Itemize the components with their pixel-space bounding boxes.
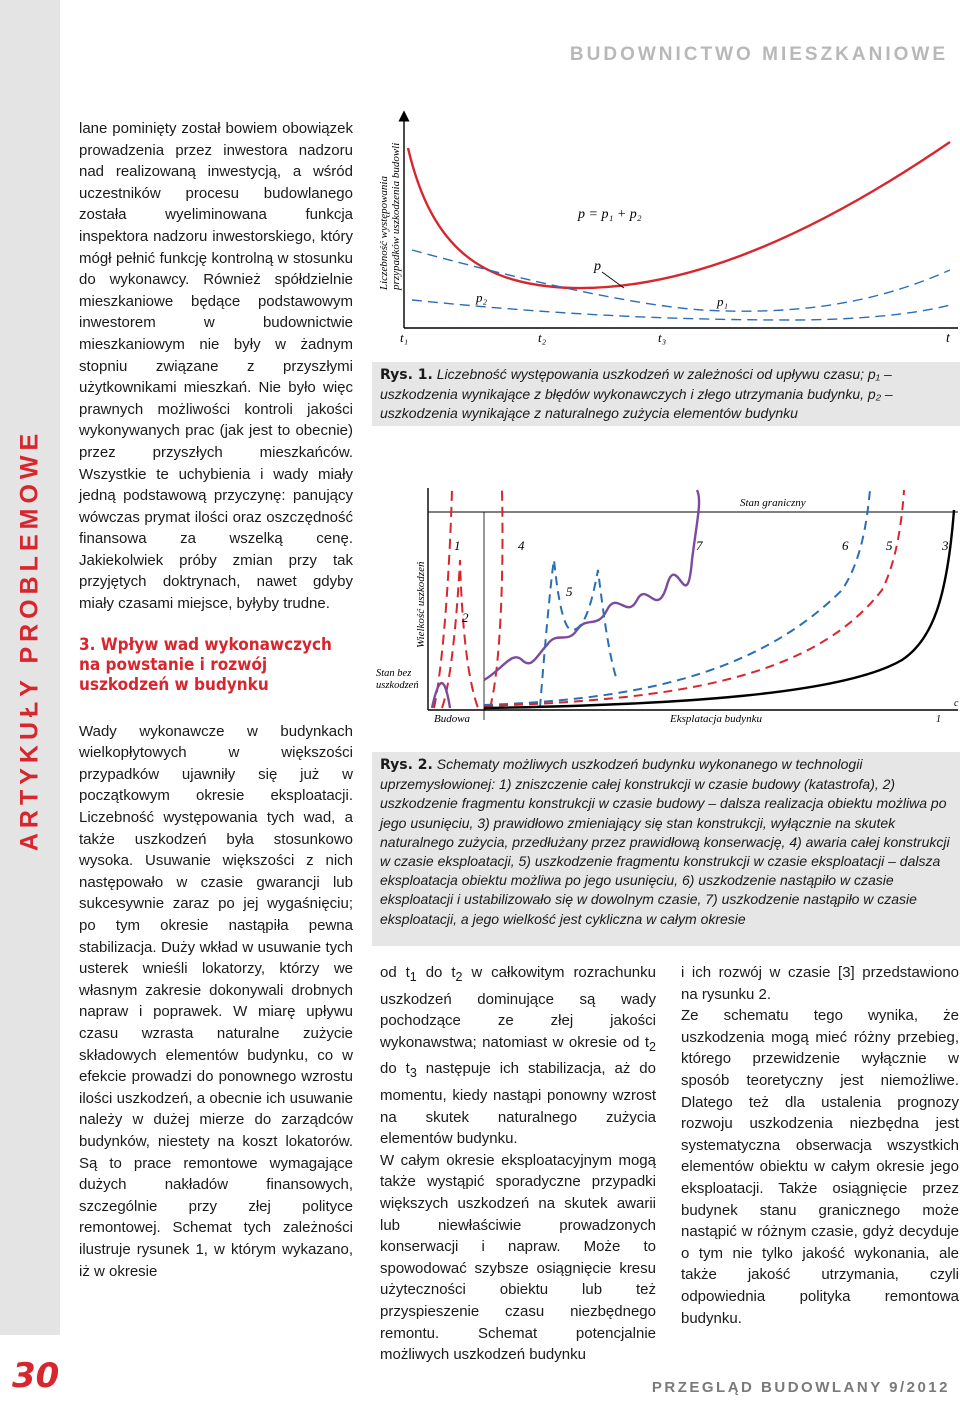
label-p: p [594,259,601,274]
paragraph: lane pominięty został bowiem obowiązek prowadzenia przez inwestora nadzoru nad realizowaną inwestycją, a wśród uczestników procesu budowlanego została wyeliminowana funkcja inspektora nadzoru inwestorskiego, który mógł pełnić funkcję kontrolną w stosunku do wykonawcy. Również spółdzielnie mieszkaniowe będące podstawowym inwestorem w budownictwie mieszkaniowym nie były w żadnym stopniu związane z przyszłymi użytkownikami mieszkań. Nie było więc prawnych możliwości kontroli jakości wykonywanych prac (jak jest to obecnie) przez przyszłych mieszkańców. Wszystkie te uchybienia i wady miały jedną podstawową przyczynę: panujący wówczas prymat ilości oraz oszczędność finansowa za wszelką cenę. Jakiekolwiek próby zmian przy tak przyjętych doktrynach, nawet gdyby miały czasami miejsce, byłyby trudne. [79,120,353,613]
journal-name: PRZEGLĄD BUDOWLANY [651,1379,883,1396]
curve-3 [484,510,954,708]
text-column-1 [79,118,353,1282]
text-column-2 [380,962,656,1366]
curve-label-2: 2 [462,610,469,625]
phase-use: Eksplatacja budynku [670,713,762,725]
figure-1-chart [372,110,960,355]
curve-p [408,142,950,288]
curve-label-4: 4 [518,538,525,553]
paragraph: Wady wykonawcze w budynkach wielkopłytowych w większości przypadków ujawniły się już w początkowym okresie eksploatacji. Liczebność występowania tych wad, a także uszkodzeń była stosunkowo wysoka. Usuwanie większości z nich następowało w czasie gwarancji lub sukcesywnie zaraz po jej wygaśnięciu; po tym okresie nastąpiła pewna stabilizacja. Duży wkład w usuwanie tych usterek wnieśli lokatorzy, którzy we własnym zakresie dokonywali drobnych napraw i poprawek. W miarę upływu czasu wzrasta naturalne zużycie składowych elementów budynku, co w efekcie prowadzi do ponownego wzrostu ilości uszkodzeń, a obecnie ich usuwanie należy w dużej mierze do zarządców budynków, niestety na koszt lokatorów. Są to prace remontowe wymagające dużych nakładów finansowych, szczególnie przy złej polityce remontowej. Schemat tych zależności ilustruje rysunek 1, w którym wykazano, iż w okresie [79,722,353,1280]
paragraph: od $t_1$ do $t_2$ w całkowitym rozrachunku uszkodzeń dominujące są wady pochodzące ze złej jakości wykonawstwa; natomiast w okresie od $t_2$ do $t_3$ następuje ich stabilizacja, aż do momentu, kiedy nastąpi ponowny wzrost na skutek naturalnego zużycia elementów budynku. [380,964,656,1148]
figure-2-caption [372,752,960,946]
tick-t2: t₂ [538,330,547,345]
page-number: 30 [12,1356,60,1396]
paragraph: W całym okresie eksploatacyjnym mogą także wystąpić sporadyczne przypadki większych uszkodzeń na skutek awarii lub niewłaściwie prowadzonych konserwacji i napraw. Może to spowodować szybsze osiągnięcie kresu użyteczności obiektu lub też przyspieszenie czasu niezbędnego remontu. Schemat potencjalnie możliwych uszkodzeń budynku [380,1151,656,1364]
paragraph: i ich rozwój w czasie [3] przedstawiono na rysunku 2. [681,964,959,1003]
curve-label-1: 1 [454,538,461,553]
y-axis-label-1: Liczebność występowania [378,176,390,290]
label-p1: p₁ [717,294,729,309]
paragraph: Ze schematu tego wynika, że uszkodzenia mogą mieć różny przebieg, którego przewidzenie wyłącznie w sposób teoretyczny jest niemożliwe. Dlatego też dla ustalenia prognozy rozwoju uszkodzenia niezbędna jest systematyczna obserwacja wszystkich elementów obiektu w całym okresie jego eksploatacji. Także osiągnięcie przez budynek stanu granicznego może nastąpić w różnym czasie, gdyż decyduje o tym nie tylko jakość wykonania, ale także jakość utrzymania, czyli odpowiednia polityka remontowa budynku. [681,1007,959,1327]
base-label-2: uszkodzeń [376,680,419,691]
base-label-1: Stan bez [376,668,412,679]
section-header: BUDOWNICTWO MIESZKANIOWE [569,44,948,65]
curve-5b [484,490,904,706]
curve-label-6: 6 [842,538,849,553]
formula-label: p = p₁ + p₂ [578,207,642,222]
figure-2-chart [372,480,960,730]
curve-p2 [412,250,950,311]
curve-label-5: 5 [566,584,573,599]
axis-end: 1 [936,714,941,725]
tick-t: t [946,331,950,346]
caption-text: Schematy możliwych uszkodzeń budynku wykonanego w technologii uprzemysłowionej: 1) zniszczenie całej konstrukcji w czasie budowy (katastrofa), 2) uszkodzenie fragmentu konstrukcji w czasie budowy – dalsza realizacja obiektu możliwa po jego usunięciu, 3) prawidłowo zmieniający się stan konstrukcji, wyłącznie na skutek naturalnego zużycia, przedłużany przez prawidłową konserwację, 4) awaria całej konstrukcji w czasie eksploatacji, 5) uszkodzenie fragmentu konstrukcji w czasie eksploatacji – dalsza eksploatacja obiektu możliwa po jego usunięciu, 6) uszkodzenie nastąpiło w czasie eksploatacji i ustabilizowało się w dowolnym czasie, 7) uszkodzenie nastąpiło w czasie eksploatacji, a jego wielkość jest cykliczna w całym okresie [380,756,950,927]
label-p2: p₂ [476,290,488,305]
journal-issue: 9/2012 [889,1379,950,1396]
caption-label: Rys. 1. [380,367,433,383]
curve-2 [442,560,478,708]
caption-text: Liczebność występowania uszkodzeń w zależności od upływu czasu; p₁ – uszkodzenia wynikające z błędów wykonawczych i złego utrzymania budynku, p₂ – uszkodzenia wynikające z naturalnego zużycia elementów budynku [380,366,893,422]
y-axis-label: Wielkość uszkodzeń [415,561,427,648]
curve-7 [432,490,699,708]
y-axis-label-2: przypadków uszkodzenia budowli [390,142,402,290]
figure-1-caption [372,362,960,426]
text-column-3 [681,962,959,1329]
section-vertical-label: ARTYKUŁY PROBLEMOWE [15,428,44,852]
curve-label-3: 3 [942,538,949,553]
curve-label-7: 7 [696,538,703,553]
sidebar-band [0,0,60,1335]
section-heading: 3. Wpływ wad wykonawczych na powstanie i rozwój uszkodzeń w budynku [79,634,332,695]
curve-5 [540,560,617,708]
caption-label: Rys. 2. [380,757,433,773]
phase-build: Budowa [434,713,471,725]
tick-t1: t₁ [400,330,409,345]
limit-label: Stan graniczny [740,497,806,509]
axis-arrow: c [954,698,959,709]
curve-label-5b: 5 [886,538,893,553]
tick-t3: t₃ [658,330,667,345]
journal-footer [652,1379,950,1396]
curve-p1 [412,300,950,320]
